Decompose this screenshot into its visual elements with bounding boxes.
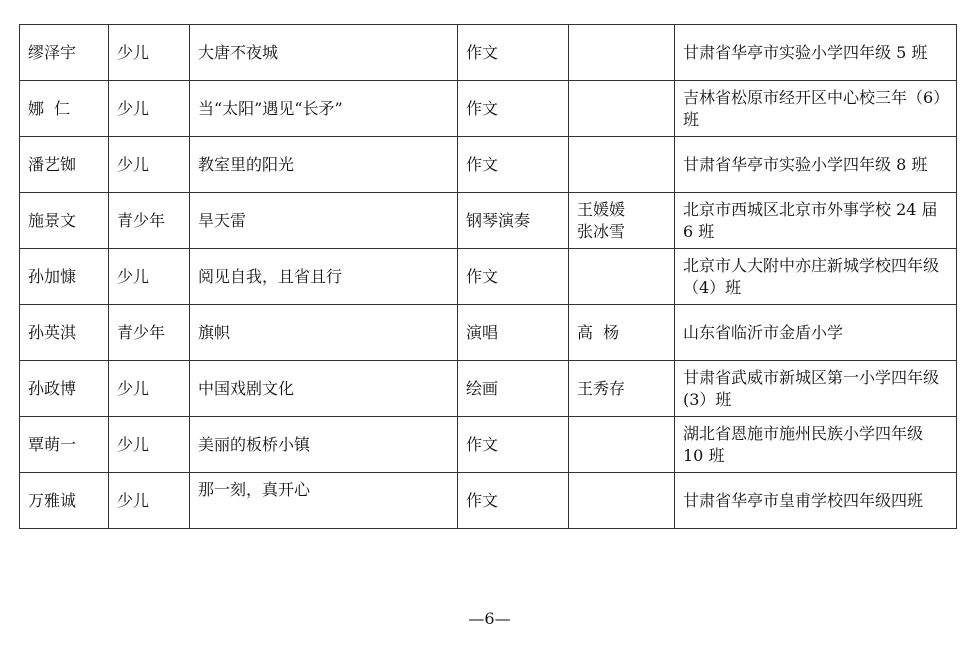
- work-category: 绘画: [458, 361, 569, 417]
- age-group: 青少年: [109, 305, 190, 361]
- school: 甘肃省华亭市实验小学四年级 5 班: [675, 25, 957, 81]
- work-title: 旱天雷: [190, 193, 458, 249]
- work-category: 作文: [458, 81, 569, 137]
- work-category: 钢琴演奏: [458, 193, 569, 249]
- student-name: 万雅诚: [20, 473, 109, 529]
- table-row: [20, 249, 957, 305]
- teacher: 高 杨: [569, 305, 675, 361]
- student-name: 施景文: [20, 193, 109, 249]
- work-title: 当“太阳”遇见“长矛”: [190, 81, 458, 137]
- table-row: [20, 361, 957, 417]
- work-category: 演唱: [458, 305, 569, 361]
- student-name: 缪泽宇: [20, 25, 109, 81]
- school: 山东省临沂市金盾小学: [675, 305, 957, 361]
- student-name: 潘艺铷: [20, 137, 109, 193]
- school: 北京市人大附中亦庄新城学校四年级（4）班: [675, 249, 957, 305]
- table-row: [20, 473, 957, 529]
- age-group: 少儿: [109, 417, 190, 473]
- age-group: 少儿: [109, 81, 190, 137]
- table-row: [20, 137, 957, 193]
- table-row: [20, 417, 957, 473]
- school: 甘肃省华亭市实验小学四年级 8 班: [675, 137, 957, 193]
- school: 甘肃省华亭市皇甫学校四年级四班: [675, 473, 957, 529]
- age-group: 少儿: [109, 137, 190, 193]
- age-group: 少儿: [109, 249, 190, 305]
- school: 北京市西城区北京市外事学校 24 届 6 班: [675, 193, 957, 249]
- student-name: 孙英淇: [20, 305, 109, 361]
- work-title: 大唐不夜城: [190, 25, 458, 81]
- work-category: 作文: [458, 249, 569, 305]
- age-group: 少儿: [109, 361, 190, 417]
- teacher: [569, 417, 675, 473]
- age-group: 青少年: [109, 193, 190, 249]
- work-title: 美丽的板桥小镇: [190, 417, 458, 473]
- teacher: 王媛媛 张冰雪: [569, 193, 675, 249]
- work-category: 作文: [458, 25, 569, 81]
- teacher: 王秀存: [569, 361, 675, 417]
- student-name: 覃萌一: [20, 417, 109, 473]
- work-title: 中国戏剧文化: [190, 361, 458, 417]
- table-row: [20, 81, 957, 137]
- age-group: 少儿: [109, 473, 190, 529]
- teacher: [569, 25, 675, 81]
- table-row: [20, 305, 957, 361]
- teacher: [569, 473, 675, 529]
- page-number: —6—: [468, 609, 511, 628]
- school: 湖北省恩施市施州民族小学四年级 10 班: [675, 417, 957, 473]
- student-name: 娜 仁: [20, 81, 109, 137]
- work-title: 旗帜: [190, 305, 458, 361]
- teacher: [569, 249, 675, 305]
- student-name: 孙加慷: [20, 249, 109, 305]
- work-title: 教室里的阳光: [190, 137, 458, 193]
- table-row: [20, 25, 957, 81]
- work-category: 作文: [458, 473, 569, 529]
- age-group: 少儿: [109, 25, 190, 81]
- work-category: 作文: [458, 417, 569, 473]
- school: 吉林省松原市经开区中心校三年（6）班: [675, 81, 957, 137]
- teacher: [569, 81, 675, 137]
- awards-table: [19, 24, 957, 529]
- work-category: 作文: [458, 137, 569, 193]
- work-title: 那一刻，真开心: [190, 473, 458, 529]
- student-name: 孙政博: [20, 361, 109, 417]
- work-title: 阅见自我，且省且行: [190, 249, 458, 305]
- table-row: [20, 193, 957, 249]
- school: 甘肃省武威市新城区第一小学四年级(3）班: [675, 361, 957, 417]
- teacher: [569, 137, 675, 193]
